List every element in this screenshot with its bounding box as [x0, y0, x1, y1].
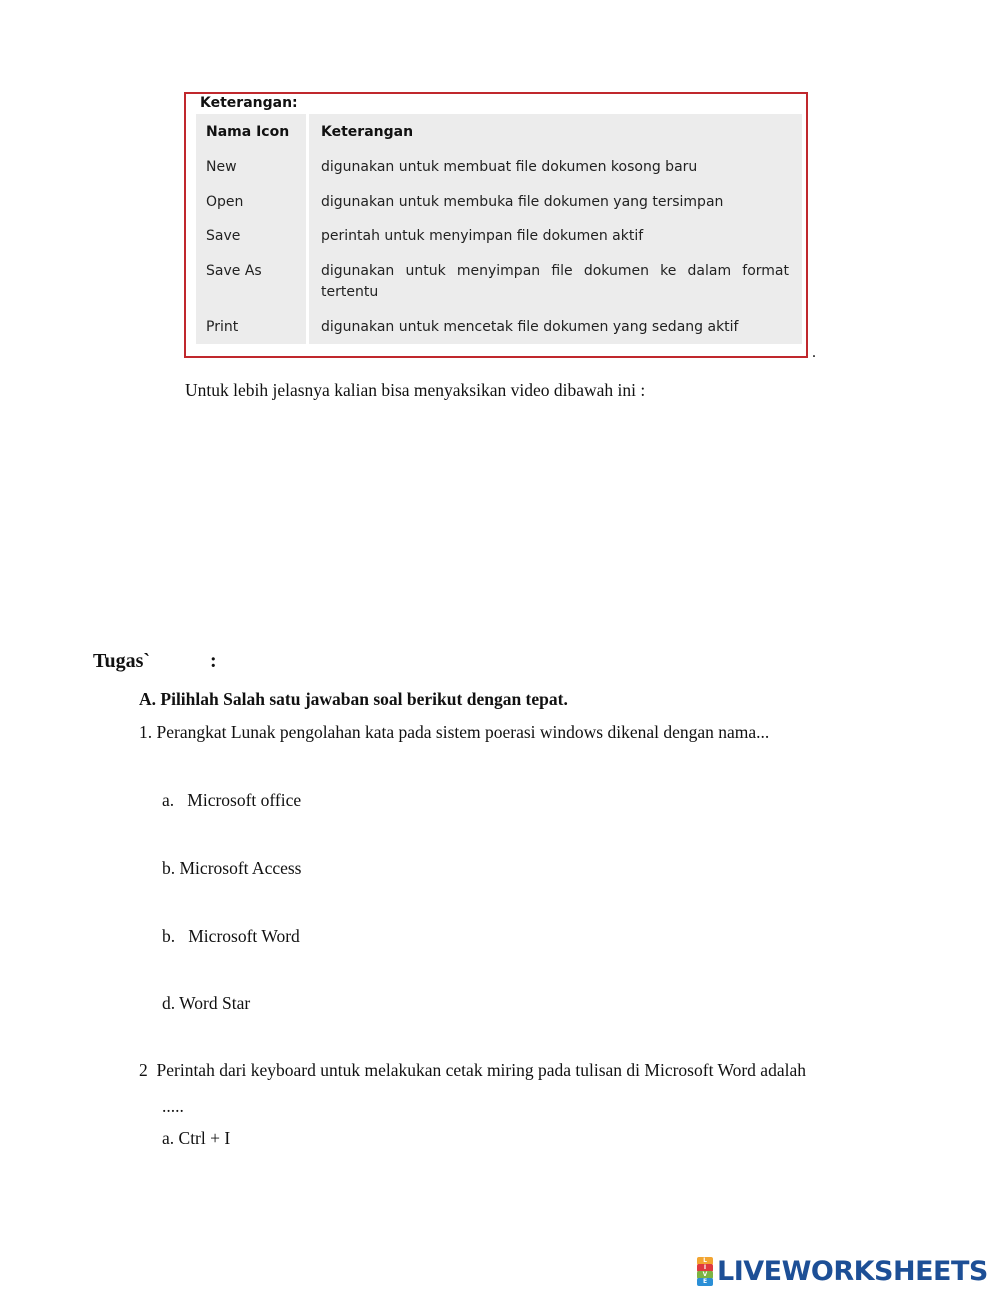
row-desc-new: digunakan untuk membuat file dokumen kosong baru [321, 159, 698, 175]
keterangan-table-image [184, 92, 808, 358]
row-desc-print: digunakan untuk mencetak file dokumen yang sedang aktif [321, 319, 739, 335]
logo-mark-v: V [697, 1271, 713, 1279]
table-caption: Keterangan: [200, 95, 298, 111]
header-keterangan: Keterangan [321, 124, 414, 140]
row-name-save-as: Save As [206, 263, 262, 279]
question-1: 1. Perangkat Lunak pengolahan kata pada sistem poerasi windows dikenal dengan nama... [139, 722, 770, 742]
logo-text: LIVEWORKSHEETS [717, 1255, 988, 1287]
liveworksheets-mark-icon [697, 1258, 713, 1284]
q1-option-d[interactable]: d. Word Star [162, 993, 251, 1013]
row-desc-save: perintah untuk menyimpan file dokumen aktif [321, 228, 644, 244]
logo-mark-e: E [697, 1278, 713, 1286]
row-name-new: New [206, 159, 237, 175]
tugas-colon: : [210, 650, 217, 672]
row-name-print: Print [206, 319, 239, 335]
row-desc-open: digunakan untuk membuka file dokumen yang tersimpan [321, 194, 724, 210]
q2-option-a[interactable]: a. Ctrl + I [162, 1128, 231, 1148]
question-2-continuation: ..... [162, 1096, 184, 1116]
keterangan-table [196, 114, 802, 344]
header-nama-icon: Nama Icon [206, 124, 290, 140]
liveworksheets-logo [697, 1256, 988, 1286]
trailing-dot: . [812, 344, 816, 361]
q1-option-b[interactable]: b. Microsoft Access [162, 858, 302, 878]
row-name-open: Open [206, 194, 244, 210]
column-divider [306, 114, 309, 344]
section-a-instruction: A. Pilihlah Salah satu jawaban soal berikut dengan tepat. [139, 689, 568, 709]
q1-option-c[interactable]: b. Microsoft Word [162, 926, 300, 946]
tugas-title: Tugas` [93, 650, 151, 672]
q1-option-a[interactable]: a. Microsoft office [162, 790, 302, 810]
video-intro-text: Untuk lebih jelasnya kalian bisa menyaksikan video dibawah ini : [185, 380, 646, 400]
logo-mark-l: L [697, 1257, 713, 1265]
row-desc-save-as: digunakan untuk menyimpan file dokumen ke dalam format tertentu [321, 263, 789, 300]
row-name-save: Save [206, 228, 241, 244]
question-2: 2 Perintah dari keyboard untuk melakukan cetak miring pada tulisan di Microsoft Word adalah [139, 1060, 806, 1080]
logo-mark-i: I [697, 1264, 713, 1272]
